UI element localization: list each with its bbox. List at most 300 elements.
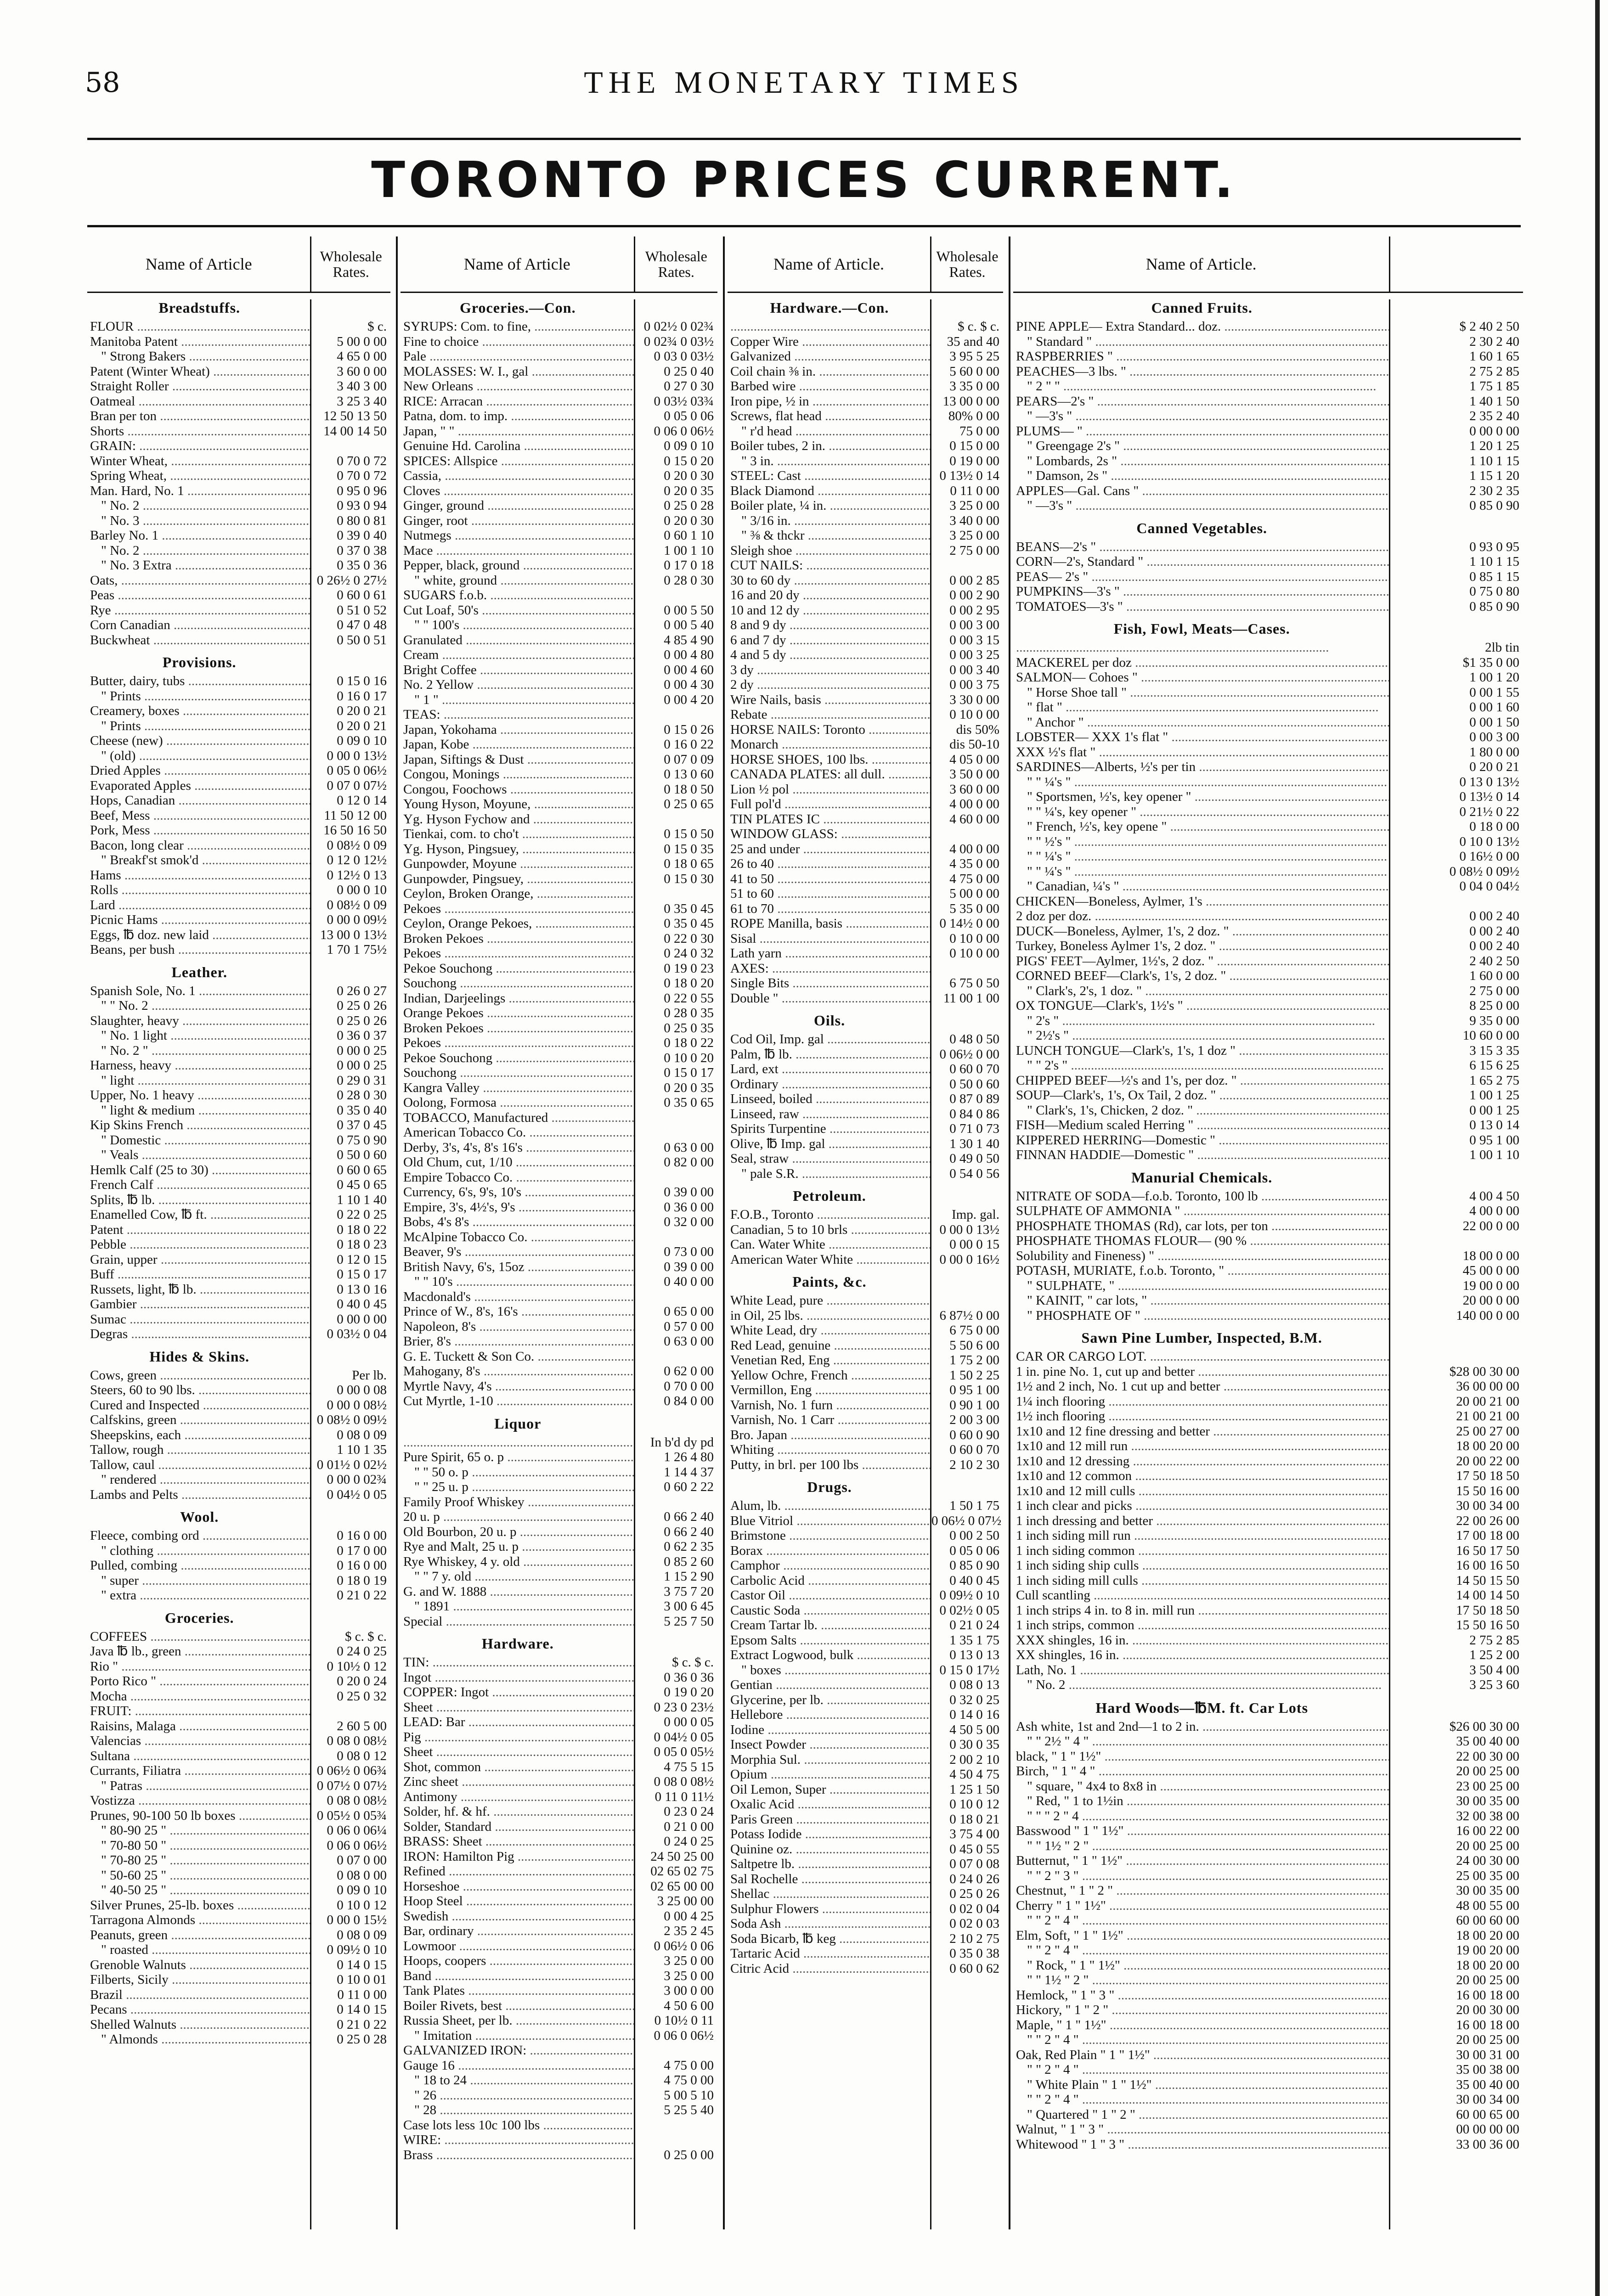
wholesale-rate: 0 37 0 45 bbox=[337, 1118, 387, 1132]
price-row bbox=[1013, 1633, 1523, 1648]
column-divider bbox=[723, 236, 725, 2229]
wholesale-rate: 0 09 0 10 bbox=[337, 733, 387, 748]
wholesale-rate: 35 00 40 00 bbox=[1456, 2077, 1519, 2092]
wholesale-rate: 0 00 5 40 bbox=[664, 618, 714, 632]
price-row bbox=[87, 1674, 390, 1689]
wholesale-rate: 17 50 18 50 bbox=[1456, 1603, 1519, 1618]
article-name: Ordinary ..... bbox=[728, 1077, 931, 1092]
article-name: " Strong Bakers ..... bbox=[87, 349, 311, 364]
price-row bbox=[401, 1509, 717, 1525]
price-row bbox=[728, 916, 1003, 931]
article-name: Calfskins, green ..... bbox=[87, 1412, 311, 1428]
price-row bbox=[87, 618, 390, 633]
wholesale-rate: 4 50 6 00 bbox=[664, 1998, 714, 2013]
price-row bbox=[1013, 819, 1523, 834]
wholesale-rate: 3 00 6 45 bbox=[664, 1599, 714, 1614]
price-row bbox=[87, 1428, 390, 1443]
article-name: " 18 to 24 ..... bbox=[401, 2073, 635, 2088]
article-name: Mocha ..... bbox=[87, 1689, 311, 1704]
wholesale-rate: 0 00 2 50 bbox=[949, 1528, 999, 1543]
section-title: Hides & Skins. bbox=[149, 1348, 250, 1365]
article-name: Empire Tobacco Co. ..... bbox=[401, 1170, 635, 1185]
price-row bbox=[1013, 1058, 1523, 1073]
article-name: CANADA PLATES: all dull. ..... bbox=[728, 767, 931, 782]
price-row bbox=[728, 1308, 1003, 1323]
article-name: Sultana ..... bbox=[87, 1749, 311, 1764]
article-name: 1 inch siding ship culls ..... bbox=[1013, 1558, 1390, 1573]
price-row bbox=[87, 1644, 390, 1659]
price-row bbox=[1013, 554, 1523, 569]
wholesale-rate: 0 36 0 36 bbox=[664, 1670, 714, 1685]
price-row bbox=[87, 1088, 390, 1103]
article-name: Rye ..... bbox=[87, 603, 311, 618]
wholesale-rate: 0 00 4 25 bbox=[664, 1908, 714, 1924]
price-row bbox=[87, 334, 390, 349]
wholesale-rate bbox=[635, 707, 717, 722]
wholesale-rate: 0 05 0 06 bbox=[664, 409, 714, 423]
article-name: Hemlock, " 1 " 3 " ..... bbox=[1013, 1988, 1390, 2003]
wholesale-rate: 0 21 0 24 bbox=[949, 1618, 999, 1632]
article-name: Swedish ..... bbox=[401, 1909, 635, 1924]
wholesale-rate: 16 00 22 00 bbox=[1456, 1823, 1519, 1838]
article-name: Refined ..... bbox=[401, 1864, 635, 1879]
article-name: 1 in. pine No. 1, cut up and better ..... bbox=[1013, 1364, 1390, 1379]
article-name: " ⅜ & thckr ..... bbox=[728, 528, 931, 543]
article-name: Palm, ℔ lb. ..... bbox=[728, 1047, 931, 1062]
price-row bbox=[401, 2148, 717, 2163]
article-name: Pekoes ..... bbox=[401, 1035, 635, 1051]
article-name: LOBSTER— XXX 1's flat " ..... bbox=[1013, 730, 1390, 745]
article-name: black, " 1 " 1½" ..... bbox=[1013, 1749, 1390, 1764]
wholesale-rate: 0 28 0 30 bbox=[337, 1088, 387, 1103]
wholesale-rate: 5 00 5 10 bbox=[664, 2088, 714, 2103]
price-row bbox=[401, 916, 717, 931]
wholesale-rate bbox=[931, 558, 1003, 573]
price-row bbox=[87, 1398, 390, 1413]
wholesale-rate: 1 75 1 85 bbox=[1469, 379, 1519, 394]
price-row bbox=[401, 1065, 717, 1080]
article-name: Winter Wheat, ..... bbox=[87, 454, 311, 469]
price-row bbox=[401, 1539, 717, 1554]
article-name: 61 to 70 ..... bbox=[728, 901, 931, 917]
column-header-rate: Wholesale Rates. bbox=[930, 236, 1003, 292]
wholesale-rate: 0 00 4 80 bbox=[664, 647, 714, 662]
wholesale-rate: 0 85 0 90 bbox=[1469, 498, 1519, 513]
article-name: Broken Pekoes ..... bbox=[401, 931, 635, 946]
section-title: Leather. bbox=[171, 963, 227, 980]
price-row bbox=[1013, 2018, 1523, 2033]
price-row bbox=[1013, 1219, 1523, 1234]
wholesale-rate: 3 25 0 00 bbox=[664, 1953, 714, 1968]
wholesale-rate: 0 50 0 51 bbox=[337, 632, 387, 647]
wholesale-rate: 4 35 0 00 bbox=[949, 856, 999, 871]
article-name: PINE APPLE— Extra Standard... doz. ..... bbox=[1013, 319, 1390, 334]
wholesale-rate: 3 95 5 25 bbox=[949, 349, 999, 364]
price-row bbox=[1013, 1988, 1523, 2003]
article-name: " square, " 4x4 to 8x8 in ..... bbox=[1013, 1779, 1390, 1794]
article-name: Special ..... bbox=[401, 1614, 635, 1629]
wholesale-rate: 22 00 26 00 bbox=[1456, 1513, 1519, 1528]
price-row bbox=[401, 1274, 717, 1289]
article-name: Lath yarn ..... bbox=[728, 946, 931, 961]
wholesale-rate: 0 13 0 13 bbox=[949, 1648, 999, 1662]
price-row bbox=[87, 1118, 390, 1133]
price-row bbox=[728, 647, 1003, 663]
price-row bbox=[728, 439, 1003, 454]
price-row bbox=[728, 1458, 1003, 1473]
article-name: Elm, Soft, " 1 " 1½" ..... bbox=[1013, 1928, 1390, 1943]
wholesale-rate: 0 09 0 10 bbox=[337, 1883, 387, 1897]
article-name: Kip Skins French ..... bbox=[87, 1118, 311, 1133]
column-header bbox=[87, 236, 390, 293]
wholesale-rate: 1 15 1 20 bbox=[1469, 468, 1519, 483]
wholesale-rate: 0 82 0 00 bbox=[664, 1155, 714, 1170]
article-name: Ingot ..... bbox=[401, 1670, 635, 1685]
wholesale-rate: 0 18 0 65 bbox=[664, 856, 714, 871]
wholesale-rate: dis 50% bbox=[956, 722, 999, 737]
wholesale-rate bbox=[635, 1230, 717, 1245]
article-name: " " 10's ..... bbox=[401, 1274, 635, 1289]
wholesale-rate: 0 11 0 11½ bbox=[654, 1789, 714, 1804]
wholesale-rate: 0 05 0 05½ bbox=[654, 1745, 714, 1759]
wholesale-rate: 0 05 0 06 bbox=[949, 1543, 999, 1558]
article-name: Red Lead, genuine ..... bbox=[728, 1338, 931, 1353]
wholesale-rate: 0 00 0 13½ bbox=[327, 748, 387, 763]
price-row bbox=[728, 842, 1003, 857]
article-name: Cull scantling ..... bbox=[1013, 1588, 1390, 1603]
article-name: " 70-80 25 " ..... bbox=[87, 1853, 311, 1868]
article-name: Blue Vitriol ..... bbox=[728, 1514, 931, 1529]
wholesale-rate: 0 60 0 65 bbox=[337, 1162, 387, 1177]
wholesale-rate: 1 20 1 25 bbox=[1469, 439, 1519, 453]
wholesale-rate: 0 60 0 70 bbox=[949, 1442, 999, 1457]
price-row bbox=[728, 1916, 1003, 1931]
price-row bbox=[401, 677, 717, 692]
price-column-2 bbox=[401, 236, 717, 2229]
wholesale-rate: 4 75 0 00 bbox=[949, 871, 999, 886]
article-name: Solubility and Fineness) " ..... bbox=[1013, 1249, 1390, 1264]
wholesale-rate: 0 10 0 00 bbox=[949, 707, 999, 722]
wholesale-rate: 0 70 0 00 bbox=[664, 1379, 714, 1394]
wholesale-rate: 0 87 0 89 bbox=[949, 1092, 999, 1106]
price-row bbox=[87, 942, 390, 957]
article-name: 4 and 5 dy ..... bbox=[728, 647, 931, 663]
wholesale-rate: 0 35 0 40 bbox=[337, 1103, 387, 1118]
price-row bbox=[728, 812, 1003, 827]
article-name: Upper, No. 1 heavy ..... bbox=[87, 1088, 311, 1103]
price-row bbox=[1013, 1719, 1523, 1734]
article-name: " Lombards, 2s " ..... bbox=[1013, 454, 1390, 469]
wholesale-rate: 17 50 18 50 bbox=[1456, 1469, 1519, 1483]
article-name: " No. 2 ..... bbox=[87, 543, 311, 558]
article-name: Old Bourbon, 20 u. p ..... bbox=[401, 1525, 635, 1540]
wholesale-rate: 0 84 0 86 bbox=[949, 1106, 999, 1121]
article-name: TIN: ..... bbox=[401, 1655, 635, 1670]
price-row bbox=[1013, 1088, 1523, 1103]
article-name: Ash white, 1st and 2nd—1 to 2 in. ..... bbox=[1013, 1719, 1390, 1734]
wholesale-rate: 0 08½ 0 09½ bbox=[1449, 864, 1519, 879]
wholesale-rate: 25 00 27 00 bbox=[1456, 1424, 1519, 1439]
price-row bbox=[401, 812, 717, 827]
price-row bbox=[1013, 968, 1523, 984]
wholesale-rate: 0 06½ 0 06¾ bbox=[316, 1763, 387, 1778]
wholesale-rate: 0 28 0 30 bbox=[664, 573, 714, 588]
article-name: " boxes ..... bbox=[728, 1663, 931, 1678]
price-row bbox=[1013, 1973, 1523, 1988]
article-name: Spring Wheat, ..... bbox=[87, 468, 311, 484]
article-name: XX shingles, 16 in. ..... bbox=[1013, 1648, 1390, 1663]
wholesale-rate: 0 08 0 08½ bbox=[327, 1733, 387, 1748]
wholesale-rate: 0 07 0 07½ bbox=[327, 778, 387, 793]
article-name: French Calf ..... bbox=[87, 1177, 311, 1193]
article-name: Lion ½ pol ..... bbox=[728, 782, 931, 797]
article-name: 16 and 20 dy ..... bbox=[728, 588, 931, 603]
price-row bbox=[1013, 1424, 1523, 1439]
article-name: F.O.B., Toronto ..... bbox=[728, 1207, 931, 1222]
article-name: XXX ½'s flat " ..... bbox=[1013, 745, 1390, 760]
article-name: 1x10 and 12 common ..... bbox=[1013, 1469, 1390, 1484]
wholesale-rate: 0 02¾ 0 03½ bbox=[643, 334, 714, 349]
price-row bbox=[401, 1215, 717, 1230]
article-name: CAR OR CARGO LOT. ..... bbox=[1013, 1349, 1390, 1364]
price-row bbox=[87, 689, 390, 704]
article-name: SUGARS f.o.b. ..... bbox=[401, 588, 635, 603]
wholesale-rate: 140 00 0 00 bbox=[1456, 1308, 1519, 1323]
price-row bbox=[87, 319, 390, 334]
price-row bbox=[87, 1689, 390, 1704]
price-row bbox=[728, 573, 1003, 588]
wholesale-rate: 0 14½ 0 00 bbox=[939, 916, 999, 931]
price-row bbox=[1013, 424, 1523, 439]
article-name: Russia Sheet, per lb. ..... bbox=[401, 2013, 635, 2028]
article-name: Shot, common ..... bbox=[401, 1760, 635, 1775]
price-row bbox=[728, 394, 1003, 409]
price-row bbox=[728, 1514, 1003, 1529]
price-row bbox=[87, 1913, 390, 1928]
wholesale-rate: 2 75 2 85 bbox=[1469, 364, 1519, 379]
column-header-rate: Wholesale Rates. bbox=[310, 236, 390, 292]
price-row bbox=[728, 618, 1003, 633]
wholesale-rate: 30 00 35 00 bbox=[1456, 1883, 1519, 1898]
price-row bbox=[87, 2017, 390, 2032]
article-name: Macdonald's ..... bbox=[401, 1289, 635, 1305]
article-name: Bright Coffee ..... bbox=[401, 663, 635, 678]
article-name: " Canadian, ¼'s " ..... bbox=[1013, 879, 1390, 894]
wholesale-rate bbox=[635, 886, 717, 901]
article-name: Cheese (new) ..... bbox=[87, 733, 311, 748]
column-header bbox=[401, 236, 717, 293]
wholesale-rate: 0 35 0 45 bbox=[664, 916, 714, 931]
price-row bbox=[728, 1543, 1003, 1559]
article-name: SULPHATE OF AMMONIA " ..... bbox=[1013, 1204, 1390, 1219]
article-name: Broken Pekoes ..... bbox=[401, 1021, 635, 1036]
price-row bbox=[87, 1659, 390, 1674]
article-name: HORSE NAILS: Toronto ..... bbox=[728, 722, 931, 737]
article-name: CHICKEN—Boneless, Aylmer, 1's ..... bbox=[1013, 894, 1390, 909]
wholesale-rate: 0 00 4 30 bbox=[664, 677, 714, 692]
price-row bbox=[1013, 939, 1523, 954]
wholesale-rate: 0 39 0 00 bbox=[664, 1259, 714, 1274]
wholesale-rate: 0 04½ 0 05 bbox=[654, 1729, 714, 1745]
wholesale-rate: 1 10 1 35 bbox=[337, 1442, 387, 1457]
wholesale-rate: 0 08½ 0 09 bbox=[327, 897, 387, 912]
price-row bbox=[87, 1719, 390, 1734]
article-name: " super ..... bbox=[87, 1573, 311, 1588]
wholesale-rate: 0 50 0 60 bbox=[949, 1076, 999, 1092]
wholesale-rate: 0 21 0 22 bbox=[337, 1588, 387, 1603]
wholesale-rate: 0 35 0 38 bbox=[949, 1946, 999, 1961]
price-row bbox=[401, 558, 717, 573]
wholesale-rate: 0 07½ 0 07½ bbox=[316, 1778, 387, 1793]
price-row bbox=[728, 1412, 1003, 1428]
article-name: Young Hyson, Moyune, ..... bbox=[401, 797, 635, 812]
wholesale-rate: 0 62 0 00 bbox=[664, 1364, 714, 1379]
article-name: Chestnut, " 1 " 2 " ..... bbox=[1013, 1883, 1390, 1898]
article-name: Copper Wire ..... bbox=[728, 334, 931, 349]
price-row bbox=[1013, 655, 1523, 670]
price-row bbox=[728, 1338, 1003, 1353]
article-name: SOUP—Clark's, 1's, Ox Tail, 2 doz. " ..... bbox=[1013, 1088, 1390, 1103]
wholesale-rate: 32 00 38 00 bbox=[1456, 1808, 1519, 1823]
article-name: Nutmegs ..... bbox=[401, 528, 635, 543]
price-row bbox=[728, 1166, 1003, 1182]
wholesale-rate: 0 10 0 12 bbox=[949, 1797, 999, 1812]
article-name: Mahogany, 8's ..... bbox=[401, 1364, 635, 1379]
wholesale-rate: 2 10 2 75 bbox=[949, 1931, 999, 1946]
article-name: " " 7 y. old ..... bbox=[401, 1569, 635, 1584]
wholesale-rate: 0 09 0 10 bbox=[664, 439, 714, 453]
wholesale-rate: 0 00 0 15½ bbox=[327, 1913, 387, 1927]
section-title: Hardware.—Con. bbox=[770, 299, 889, 316]
price-row bbox=[401, 663, 717, 678]
wholesale-rate: 1 50 2 25 bbox=[949, 1367, 999, 1383]
article-name: Empire, 3's, 4½'s, 9's ..... bbox=[401, 1200, 635, 1215]
article-name: Monarch ..... bbox=[728, 737, 931, 752]
price-row bbox=[728, 1677, 1003, 1693]
article-name: FLOUR ..... bbox=[87, 319, 311, 334]
wholesale-rate: 2 40 2 50 bbox=[1469, 953, 1519, 968]
price-row bbox=[401, 1804, 717, 1819]
wholesale-rate: 4 50 5 00 bbox=[949, 1722, 999, 1737]
wholesale-rate: 0 20 0 30 bbox=[664, 513, 714, 528]
price-row bbox=[401, 1035, 717, 1051]
article-name: Man. Hard, No. 1 ..... bbox=[87, 484, 311, 499]
article-name: Brimstone ..... bbox=[728, 1528, 931, 1543]
wholesale-rate: 0 21½ 0 22 bbox=[1459, 804, 1519, 819]
wholesale-rate: 0 19 0 23 bbox=[664, 961, 714, 976]
section-title: Manurial Chemicals. bbox=[1131, 1169, 1273, 1186]
article-name: " No. 2 ..... bbox=[87, 498, 311, 513]
page-edge bbox=[1595, 0, 1600, 2296]
price-row bbox=[1013, 1898, 1523, 1913]
article-name: Carbolic Acid ..... bbox=[728, 1573, 931, 1588]
article-name: Pebble ..... bbox=[87, 1237, 311, 1252]
price-column-1 bbox=[87, 236, 390, 2229]
price-row bbox=[728, 1293, 1003, 1308]
wholesale-rate: 0 32 0 00 bbox=[664, 1215, 714, 1229]
wholesale-rate: 16 50 17 50 bbox=[1456, 1543, 1519, 1558]
wholesale-rate bbox=[635, 2118, 717, 2133]
price-row bbox=[728, 1797, 1003, 1812]
article-name: 30 to 60 dy ..... bbox=[728, 573, 931, 588]
article-name: 1x10 and 12 mill run ..... bbox=[1013, 1439, 1390, 1454]
wholesale-rate: 0 18 0 23 bbox=[337, 1237, 387, 1252]
price-row bbox=[87, 1588, 390, 1603]
price-row bbox=[401, 319, 717, 334]
wholesale-rate: 22 00 0 00 bbox=[1462, 1218, 1519, 1233]
wholesale-rate: 0 05 0 06½ bbox=[327, 763, 387, 778]
wholesale-rate: 0 00 0 10 bbox=[337, 883, 387, 897]
price-row bbox=[728, 498, 1003, 513]
article-name: Insect Powder ..... bbox=[728, 1737, 931, 1752]
wholesale-rate: $ c. $ c. bbox=[345, 1629, 387, 1644]
wholesale-rate: 0 49 0 50 bbox=[949, 1151, 999, 1166]
price-row bbox=[1013, 1764, 1523, 1779]
wholesale-rate: 3 40 0 00 bbox=[949, 513, 999, 528]
price-row bbox=[1013, 760, 1523, 775]
wholesale-rate: 0 85 0 90 bbox=[949, 1558, 999, 1573]
article-name: Iodine ..... bbox=[728, 1722, 931, 1738]
price-row bbox=[1013, 364, 1523, 379]
title-rule bbox=[87, 225, 1521, 227]
article-name: Zinc sheet ..... bbox=[401, 1774, 635, 1790]
article-name: Double " ..... bbox=[728, 991, 931, 1006]
article-name: Prince of W., 8's, 16's ..... bbox=[401, 1304, 635, 1319]
article-name: " " 2½ " 4 " ..... bbox=[1013, 1734, 1390, 1749]
wholesale-rate: 10 60 0 00 bbox=[1462, 1028, 1519, 1043]
wholesale-rate: 0 00 0 00 bbox=[337, 1311, 387, 1327]
article-name: " clothing ..... bbox=[87, 1543, 311, 1559]
wholesale-rate: 0 13½ 0 14 bbox=[939, 468, 999, 483]
price-row bbox=[401, 1185, 717, 1200]
article-name: Pulled, combing ..... bbox=[87, 1558, 311, 1573]
article-name: Hoop Steel ..... bbox=[401, 1894, 635, 1909]
wholesale-rate: 16 00 16 50 bbox=[1456, 1558, 1519, 1573]
price-row bbox=[87, 1868, 390, 1883]
price-row bbox=[401, 633, 717, 648]
wholesale-rate: 0 37 0 38 bbox=[337, 543, 387, 558]
wholesale-rate: 0 22 0 25 bbox=[337, 1207, 387, 1222]
article-name: Glycerine, per lb. ..... bbox=[728, 1693, 931, 1708]
wholesale-rate: 1 00 1 25 bbox=[1469, 1088, 1519, 1103]
price-row bbox=[1013, 730, 1523, 745]
article-name: Japan, Siftings & Dust ..... bbox=[401, 752, 635, 767]
article-name: Family Proof Whiskey ..... bbox=[401, 1495, 635, 1510]
article-name: MOLASSES: W. I., gal ..... bbox=[401, 364, 635, 379]
price-row bbox=[87, 1629, 390, 1644]
page-title: TORONTO PRICES CURRENT. bbox=[371, 152, 1237, 209]
price-row bbox=[401, 1760, 717, 1775]
article-name: Lath, No. 1 ..... bbox=[1013, 1663, 1390, 1678]
wholesale-rate: 3 25 0 00 bbox=[664, 1968, 714, 1983]
article-name: " extra ..... bbox=[87, 1588, 311, 1603]
price-row bbox=[1013, 1148, 1523, 1163]
price-row bbox=[401, 1125, 717, 1140]
article-name: FINNAN HADDIE—Domestic " ..... bbox=[1013, 1148, 1390, 1163]
price-row bbox=[87, 528, 390, 543]
column-header-rate: Wholesale Rates. bbox=[634, 236, 717, 292]
article-name: RICE: Arracan ..... bbox=[401, 394, 635, 409]
wholesale-rate: 1 10 1 15 bbox=[1469, 453, 1519, 468]
wholesale-rate bbox=[1390, 1349, 1523, 1364]
price-row bbox=[87, 1823, 390, 1838]
price-row bbox=[401, 1834, 717, 1849]
article-name: " —3's " ..... bbox=[1013, 498, 1390, 513]
page-number: 58 bbox=[85, 67, 120, 99]
article-name: Oak, Red Plain " 1 " 1½" ..... bbox=[1013, 2048, 1390, 2063]
masthead-rule bbox=[87, 138, 1521, 140]
price-row bbox=[87, 468, 390, 484]
